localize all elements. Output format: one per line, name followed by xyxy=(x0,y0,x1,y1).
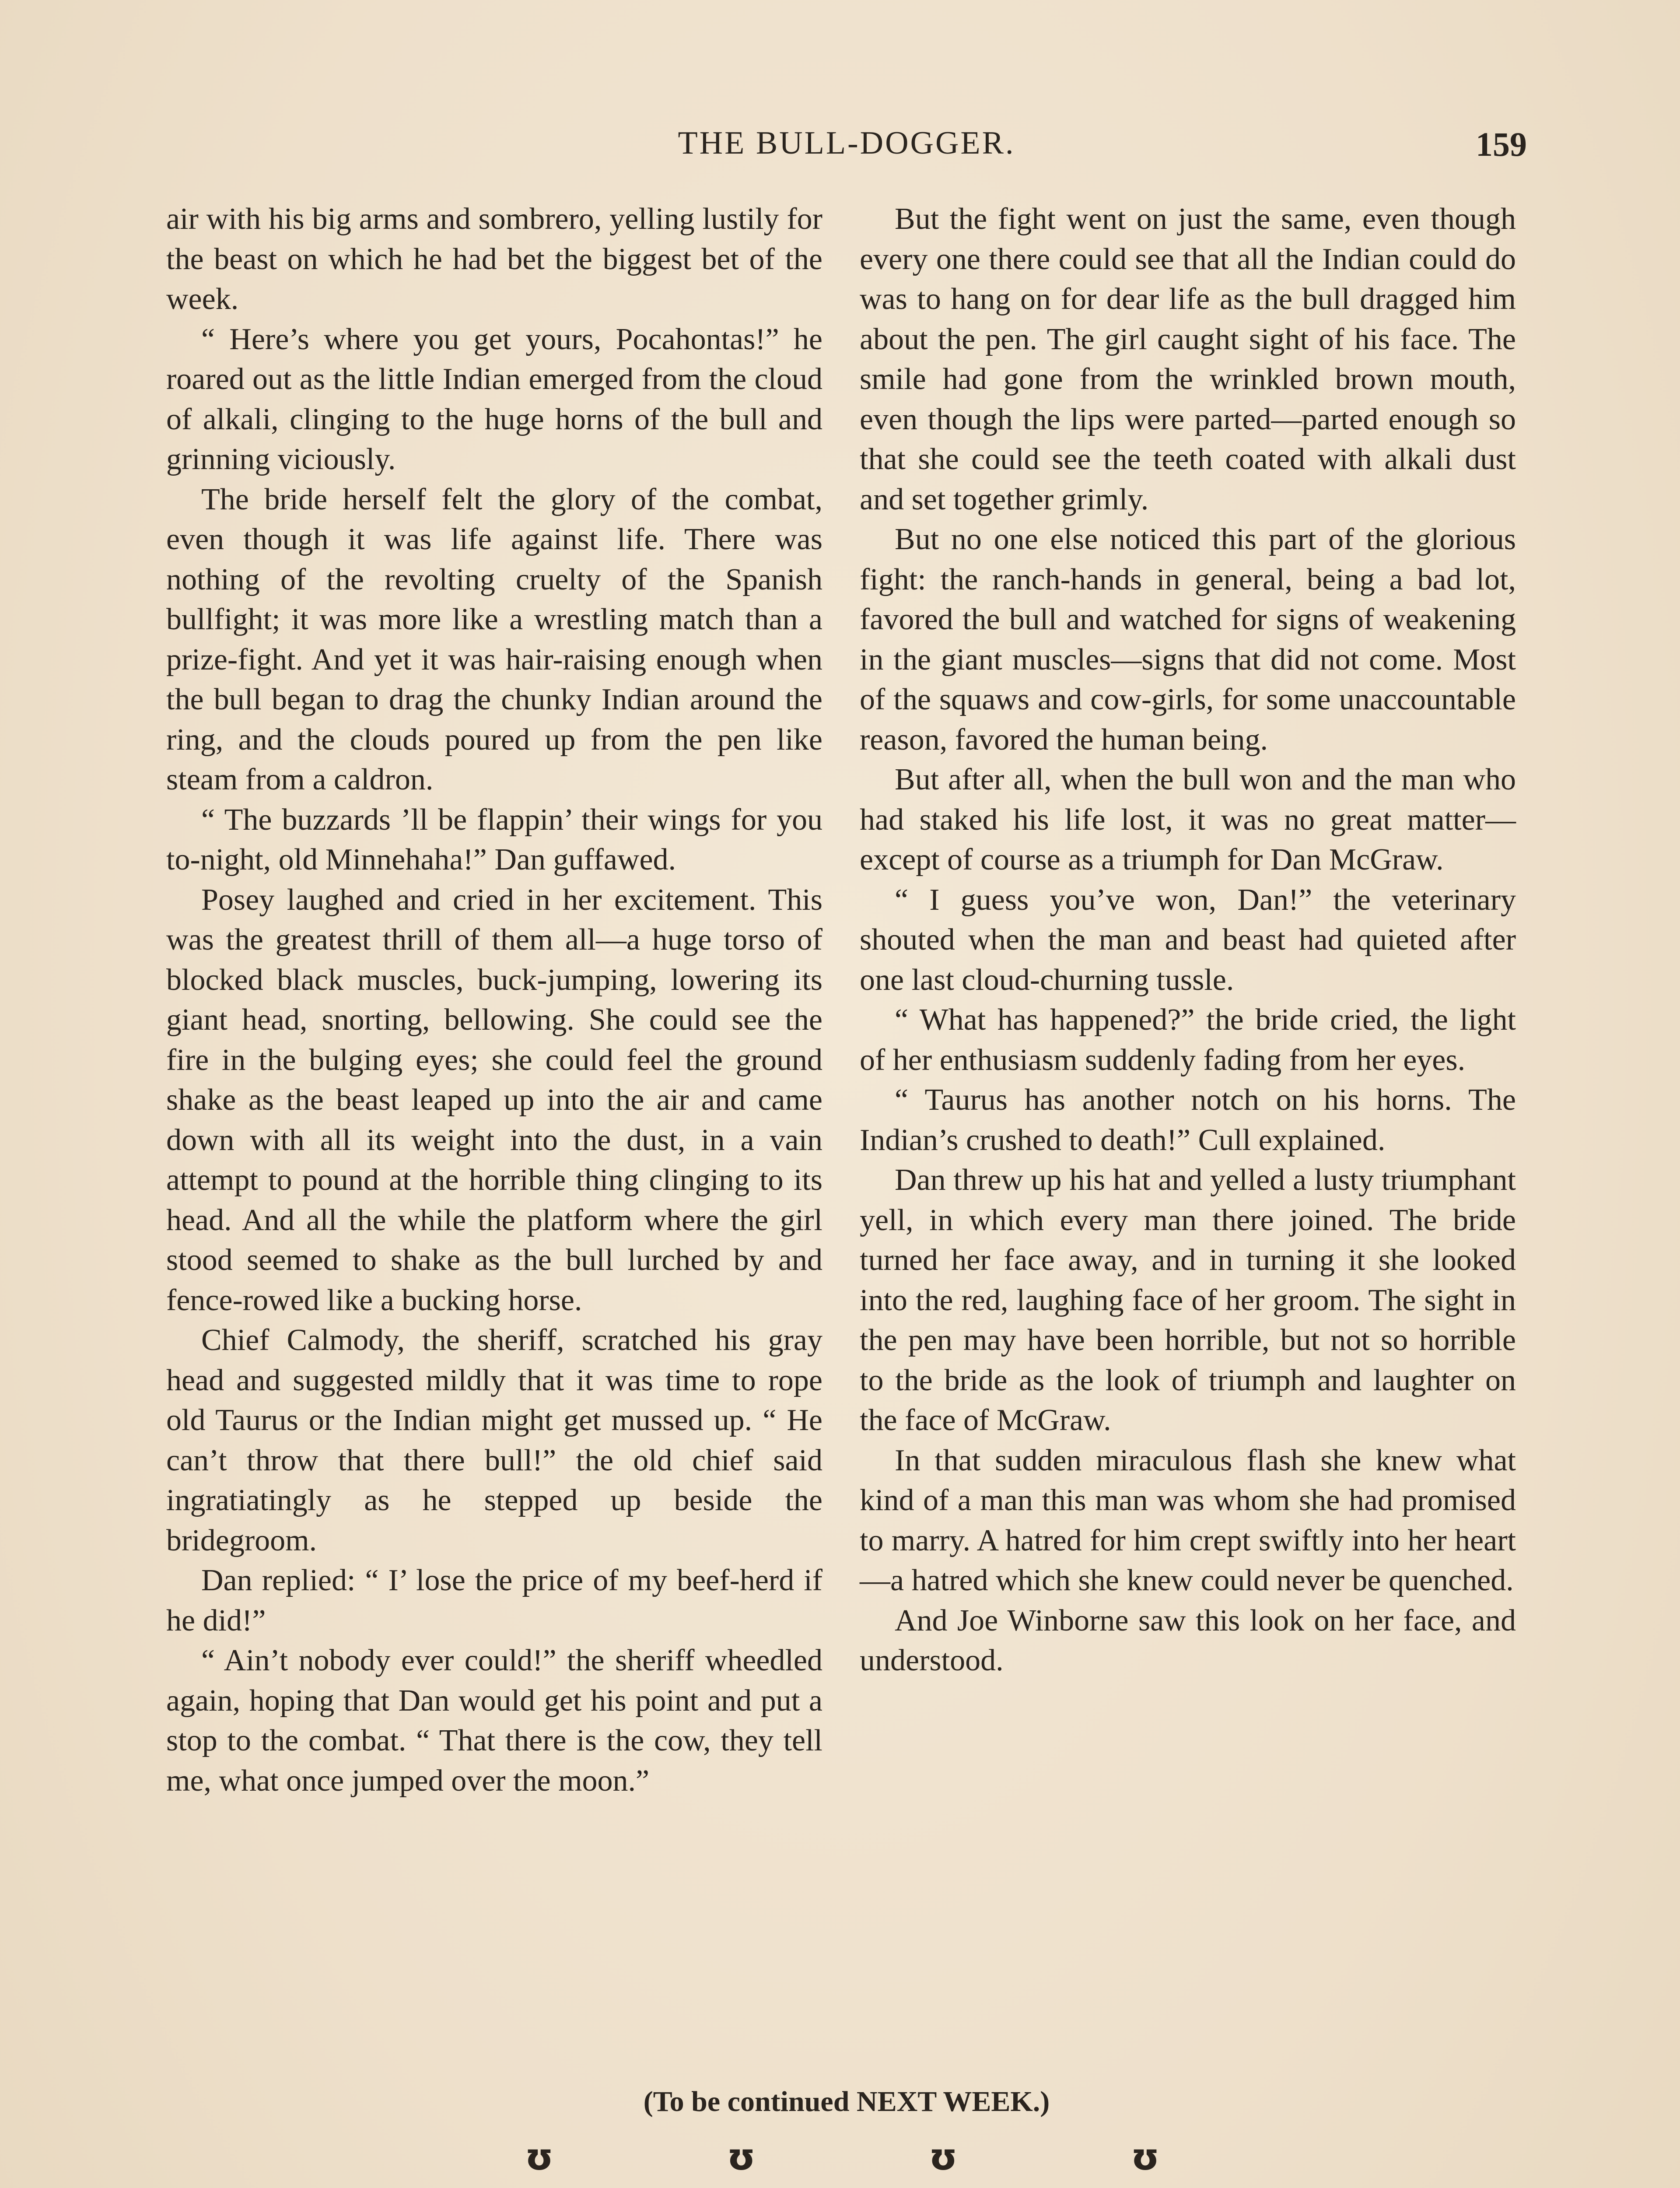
paragraph: But after all, when the bull won and the man who had staked his life lost, it was no great matter—except of course as a triumph for Dan McGraw. xyxy=(860,763,1516,877)
running-title: THE BULL-DOGGER. xyxy=(678,125,1015,161)
paragraph: air with his big arms and sombrero, yelling lustily for the beast on which he had bet the biggest bet of the week. xyxy=(166,202,822,316)
paragraph: Dan threw up his hat and yelled a lusty triumphant yell, in which every man there joined. The bride turned her face away, and in turning it she looked into the red, laughing face of her groom. The sight in the pen may have been horrible, but not so horrible to the bride as the look of triumph and laughter on the face of McGraw. xyxy=(860,1163,1516,1437)
paragraph: Posey laughed and cried in her excitement. This was the greatest thrill of them all—a huge torso of blocked black muscles, buck-jumping, lowering its giant head, snorting, bellowing. She could see the fire in the bulging eyes; she could feel the ground shake as the beast leaped up into the air and came down with all its weight into the dust, in a vain attempt to pound at the horrible thing clinging to its head. And all the while the platform where the girl stood seemed to shake as the bull lurched by and fence-rowed like a bucking horse. xyxy=(166,883,822,1317)
right-column xyxy=(860,199,1516,2081)
paragraph: “ What has happened?” the bride cried, the light of her enthusiasm suddenly fading from her eyes. xyxy=(860,1003,1516,1077)
page-header xyxy=(166,125,1527,173)
continued-notice: (To be continued NEXT WEEK.) xyxy=(643,2086,1050,2118)
paragraph: Dan replied: “ I’ lose the price of my beef-herd if he did!” xyxy=(166,1564,822,1637)
paragraph: And Joe Winborne saw this look on her face, and understood. xyxy=(860,1603,1516,1677)
paragraph: But the fight went on just the same, even though every one there could see that all the Indian could do was to hang on for dear life as the bull dragged him about the pen. The girl caught sight of his face. The smile had gone from the wrinkled brown mouth, even though the lips were parted—parted enough so that she could see the teeth coated with alkali dust and set together grimly. xyxy=(860,202,1516,516)
page-number: 159 xyxy=(1476,125,1527,163)
paragraph: In that sudden miraculous flash she knew what kind of a man this man was whom she had promised to marry. A hatred for him crept swiftly into her heart—a hatred which she knew could never be quenched. xyxy=(860,1443,1516,1597)
paragraph: Chief Calmody, the sheriff, scratched his gray head and suggested mildly that it was time to rope old Taurus or the Indian might get mussed up. “ He can’t throw that there bull!” the old chief said ingratiatingly as he stepped up beside the bridegroom. xyxy=(166,1323,822,1557)
paragraph: “ Ain’t nobody ever could!” the sheriff wheedled again, hoping that Dan would get his point and put a stop to the combat. “ That there is the cow, they tell me, what once jumped over the moon.” xyxy=(166,1644,822,1798)
paragraph: “ I guess you’ve won, Dan!” the veterinary shouted when the man and beast had quieted after one last cloud-churning tussle. xyxy=(860,883,1516,997)
horseshoe-ornament-icon: ʊ xyxy=(727,2135,756,2178)
horseshoe-ornament-icon: ʊ xyxy=(929,2135,958,2178)
paragraph: “ Taurus has another notch on his horns. The Indian’s crushed to death!” Cull explained. xyxy=(860,1083,1516,1157)
paragraph: But no one else noticed this part of the glorious fight: the ranch-hands in general, being a bad lot, favored the bull and watched for signs of weakening in the giant muscles—signs that did not come. Most of the squaws and cow-girls, for some unaccountable reason, favored the human being. xyxy=(860,522,1516,757)
paragraph: “ The buzzards ’ll be flappin’ their wings for you to-night, old Minnehaha!” Dan guffawed. xyxy=(166,803,822,877)
left-column xyxy=(166,199,822,2081)
ornament-row xyxy=(525,2135,1159,2178)
paragraph: The bride herself felt the glory of the combat, even though it was life against life. There was nothing of the revolting cruelty of the Spanish bullfight; it was more like a wrestling match than a prize-fight. And yet it was hair-raising enough when the bull began to drag the chunky Indian around the ring, and the clouds poured up from the pen like steam from a caldron. xyxy=(166,482,822,796)
horseshoe-ornament-icon: ʊ xyxy=(1131,2135,1159,2178)
paragraph: “ Here’s where you get yours, Pocahontas!” he roared out as the little Indian emerged from the cloud of alkali, clinging to the huge horns of the bull and grinning viciously. xyxy=(166,322,822,476)
horseshoe-ornament-icon: ʊ xyxy=(525,2135,553,2178)
